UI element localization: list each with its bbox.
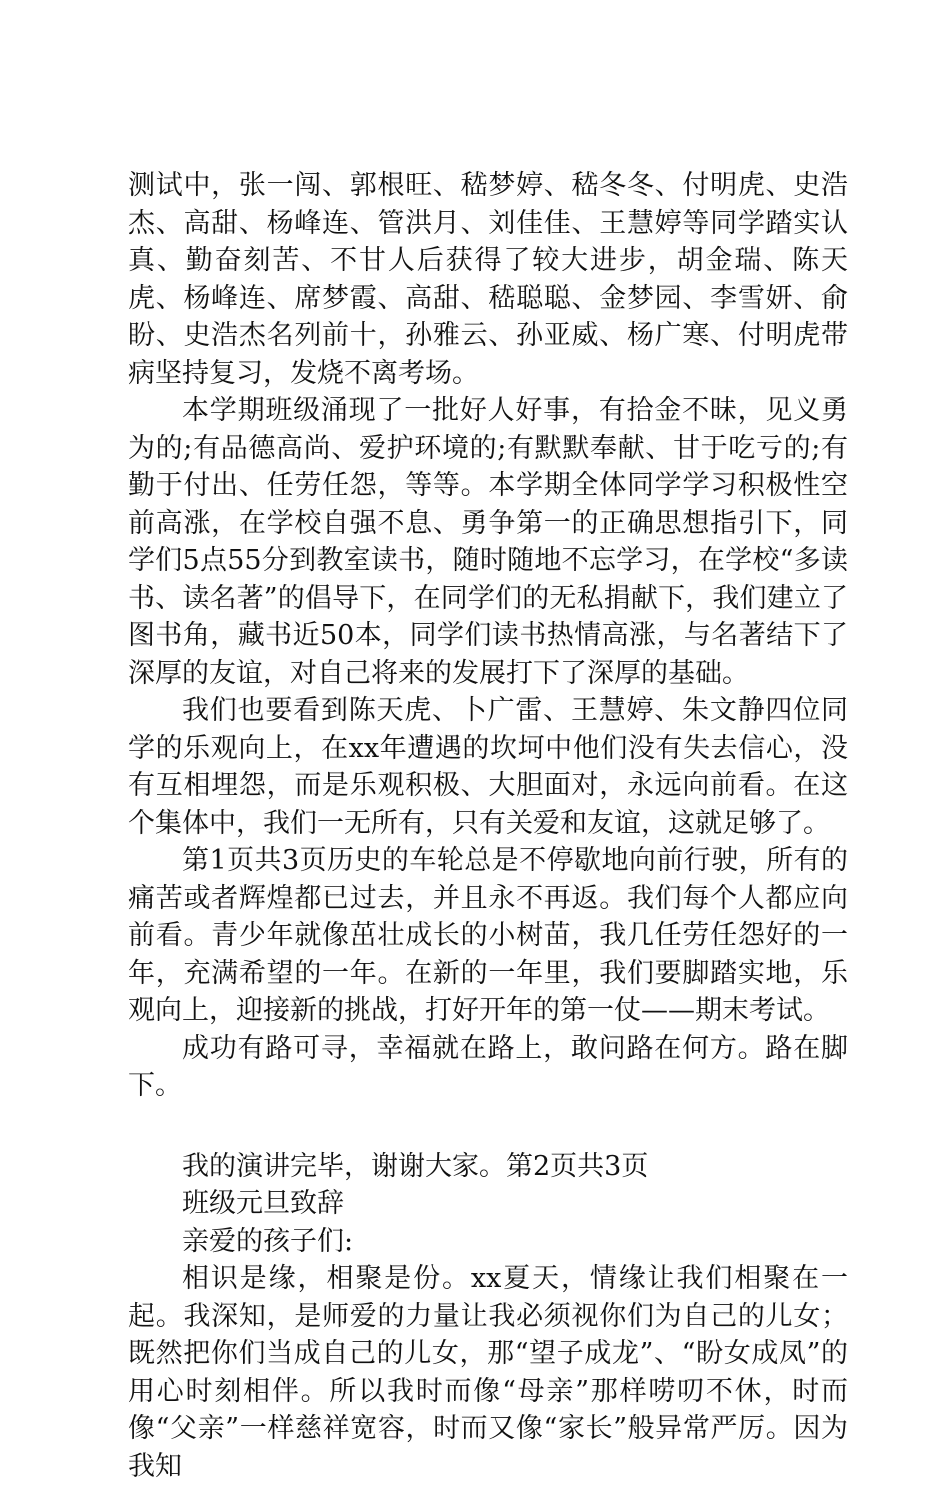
paragraph-new-year-address: 相识是缘，相聚是份。xx夏天，情缘让我们相聚在一起。我深知，是师爱的力量让我必须视你们为自己的儿女；既然把你们当成自己的儿女，那“望子成龙”、“盼女成凤”的用心时刻相伴。所以我时而像“母亲”那样唠叨不休，时而像“父亲”一样慈祥宽容，时而又像“家长”般异常严厉。因为我知 (128, 1263, 848, 1482)
salutation: 亲爱的孩子们: (182, 1225, 354, 1257)
paragraph-exam-progress: 测试中，张一闯、郭根旺、嵇梦婷、嵇冬冬、付明虎、史浩杰、高甜、杨峰连、管洪月、刘佳佳、王慧婷等同学踏实认真、勤奋刻苦、不甘人后获得了较大进步，胡金瑞、陈天虎、杨峰连、席梦霞、高甜、嵇聪聪、金梦园、李雪妍、俞盼、史浩杰名列前十，孙雅云、孙亚威、杨广寒、付明虎带病坚持复习，发烧不离考场。 (128, 170, 848, 389)
paragraph-look-forward: 第1页共3页历史的车轮总是不停歇地向前行驶，所有的痛苦或者辉煌都已过去，并且永不再返。我们每个人都应向前看。青少年就像茁壮成长的小树苗，我几任劳任怨好的一年，充满希望的一年。在新的一年里，我们要脚踏实地，乐观向上，迎接新的挑战，打好开年的第一仗——期末考试。 (128, 845, 848, 1026)
section-title: 班级元旦致辞 (182, 1188, 344, 1219)
paragraph-good-deeds: 本学期班级涌现了一批好人好事，有拾金不昧，见义勇为的;有品德高尚、爱护环境的;有默默奉献、甘于吃亏的;有勤于付出、任劳任怨，等等。本学期全体同学学习积极性空前高涨，在学校自强不息、勇争第一的正确思想指引下，同学们5点55分到教室读书，随时随地不忘学习，在学校“多读书、读名著”的倡导下，在同学们的无私捐献下，我们建立了图书角，藏书近50本，同学们读书热情高涨，与名著结下了深厚的友谊，对自己将来的发展打下了深厚的基础。 (128, 395, 848, 689)
paragraph-optimism: 我们也要看到陈天虎、卜广雷、王慧婷、朱文静四位同学的乐观向上，在xx年遭遇的坎坷中他们没有失去信心，没有互相埋怨，而是乐观积极、大胆面对，永远向前看。在这个集体中，我们一无所有，只有关爱和友谊，这就足够了。 (128, 695, 848, 839)
paragraph-gap (128, 1105, 848, 1148)
paragraph-speech-end: 我的演讲完毕，谢谢大家。第2页共3页 (182, 1150, 649, 1182)
paragraph-road-to-success: 成功有路可寻，幸福就在路上，敢问路在何方。路在脚下。 (128, 1032, 848, 1101)
document-body (128, 167, 848, 1485)
